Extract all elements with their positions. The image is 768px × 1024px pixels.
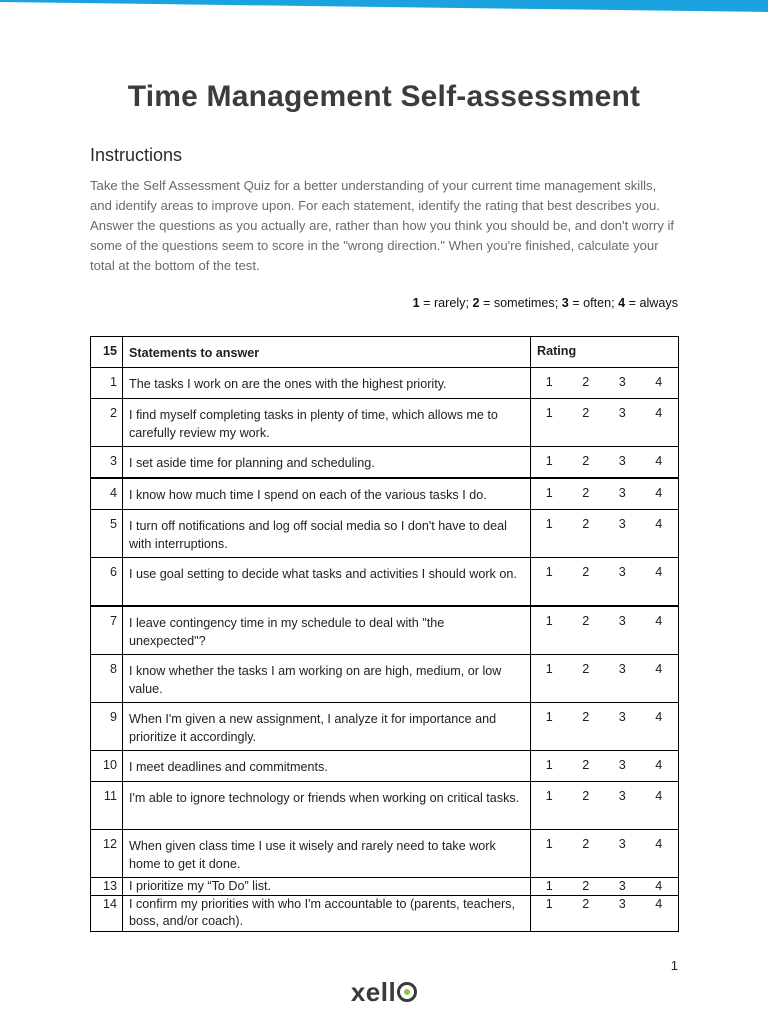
rating-cell (531, 703, 679, 751)
table-header-row (91, 337, 679, 368)
rating-options (531, 878, 678, 895)
rating-option-4[interactable]: 4 (655, 517, 663, 531)
rating-option-1[interactable]: 1 (545, 789, 553, 803)
rating-option-4[interactable]: 4 (655, 758, 663, 772)
rating-option-3[interactable]: 3 (618, 565, 626, 579)
rating-option-2[interactable]: 2 (582, 710, 590, 724)
header-count: 15 (102, 344, 117, 358)
header-rating-cell (531, 337, 679, 368)
rating-option-2[interactable]: 2 (582, 879, 590, 893)
row-number-cell (91, 703, 123, 751)
statement-cell (123, 558, 531, 607)
table-row (91, 830, 679, 878)
rating-cell (531, 655, 679, 703)
header-statement: Statements to answer (129, 346, 260, 360)
legend-value-2: 2 (472, 296, 480, 310)
row-number: 5 (109, 517, 117, 531)
statement-text: I find myself completing tasks in plenty of time, which allows me to carefully review my work. (129, 408, 498, 440)
rating-option-1[interactable]: 1 (545, 486, 553, 500)
rating-options (531, 399, 678, 420)
statement-text: I'm able to ignore technology or friends when working on critical tasks. (129, 791, 520, 805)
row-number-cell (91, 399, 123, 447)
page-number: 1 (670, 958, 678, 973)
row-number: 10 (102, 758, 117, 772)
statement-text: I confirm my priorities with who I'm accountable to (parents, teachers, boss, and/or coach). (129, 897, 515, 928)
rating-option-2[interactable]: 2 (582, 406, 590, 420)
row-number-cell (91, 896, 123, 932)
rating-cell (531, 878, 679, 896)
page-title: Time Management Self-assessment (127, 80, 641, 113)
logo-o-icon (397, 982, 417, 1002)
statement-text: I turn off notifications and log off social media so I don't have to deal with interruptions. (129, 519, 507, 551)
rating-options (531, 896, 678, 913)
rating-option-2[interactable]: 2 (582, 565, 590, 579)
rating-option-3[interactable]: 3 (618, 486, 626, 500)
legend-value-1: 1 (412, 296, 420, 310)
rating-option-2[interactable]: 2 (582, 789, 590, 803)
row-number-cell (91, 878, 123, 896)
rating-cell (531, 558, 679, 607)
statement-cell (123, 478, 531, 510)
table-row (91, 782, 679, 830)
row-number-cell (91, 655, 123, 703)
rating-option-4[interactable]: 4 (655, 454, 663, 468)
legend-value-4: 4 (618, 296, 626, 310)
rating-options (531, 782, 678, 803)
rating-option-2[interactable]: 2 (582, 454, 590, 468)
table-row (91, 751, 679, 782)
legend-label-1: = rarely; (419, 296, 473, 310)
rating-legend (413, 296, 678, 310)
row-number: 12 (102, 837, 117, 851)
rating-option-4[interactable]: 4 (655, 614, 663, 628)
top-accent-bar (0, 0, 768, 14)
header-rating: Rating (537, 344, 577, 358)
header-statement-cell (123, 337, 531, 368)
instructions-heading: Instructions (90, 145, 183, 165)
statement-cell (123, 606, 531, 655)
rating-option-3[interactable]: 3 (618, 837, 626, 851)
rating-options (531, 830, 678, 851)
row-number-cell (91, 447, 123, 479)
statement-cell (123, 510, 531, 558)
rating-option-3[interactable]: 3 (618, 879, 626, 893)
rating-cell (531, 830, 679, 878)
table-row (91, 655, 679, 703)
row-number-cell (91, 751, 123, 782)
statement-text: I set aside time for planning and scheduling. (129, 456, 375, 470)
legend-label-3: = often; (568, 296, 619, 310)
assessment-table (90, 336, 679, 932)
rating-option-1[interactable]: 1 (545, 406, 553, 420)
rating-option-2[interactable]: 2 (582, 897, 590, 911)
statement-text: I prioritize my “To Do” list. (129, 879, 272, 893)
rating-option-3[interactable]: 3 (618, 614, 626, 628)
rating-cell (531, 510, 679, 558)
table-row (91, 703, 679, 751)
rating-option-4[interactable]: 4 (655, 837, 663, 851)
rating-option-1[interactable]: 1 (545, 614, 553, 628)
rating-option-4[interactable]: 4 (655, 375, 663, 389)
rating-option-4[interactable]: 4 (655, 565, 663, 579)
rating-option-2[interactable]: 2 (582, 517, 590, 531)
rating-option-2[interactable]: 2 (582, 614, 590, 628)
legend-label-2: = sometimes; (479, 296, 562, 310)
rating-option-4[interactable]: 4 (655, 662, 663, 676)
statement-cell (123, 368, 531, 399)
rating-cell (531, 368, 679, 399)
statement-text: When I'm given a new assignment, I analyze it for importance and prioritize it accordingly. (129, 712, 497, 744)
row-number: 13 (102, 879, 117, 893)
statement-cell (123, 655, 531, 703)
table-row (91, 478, 679, 510)
rating-option-3[interactable]: 3 (618, 897, 626, 911)
table-row (91, 606, 679, 655)
row-number: 6 (109, 565, 117, 579)
table-row (91, 896, 679, 932)
row-number-cell (91, 510, 123, 558)
row-number: 9 (109, 710, 117, 724)
rating-option-1[interactable]: 1 (545, 758, 553, 772)
statement-cell (123, 830, 531, 878)
rating-cell (531, 782, 679, 830)
instructions-body: Take the Self Assessment Quiz for a better understanding of your current time management skills, and identify areas to improve upon. For each statement, identify the rating that best describes you. Answer the questions as you actually are, rather than how you think you should be, and don't worry if some of the questions seem to score in the "wrong direction." When you're finished, calculate your total at the bottom of the test. (90, 178, 675, 273)
xello-logo (0, 977, 768, 1008)
rating-cell (531, 399, 679, 447)
rating-options (531, 703, 678, 724)
rating-options (531, 558, 678, 579)
row-number-cell (91, 558, 123, 607)
rating-options (531, 368, 678, 389)
rating-option-4[interactable]: 4 (655, 406, 663, 420)
rating-cell (531, 751, 679, 782)
rating-options (531, 751, 678, 772)
rating-option-3[interactable]: 3 (618, 789, 626, 803)
rating-cell (531, 478, 679, 510)
rating-option-4[interactable]: 4 (655, 486, 663, 500)
row-number: 2 (109, 406, 117, 420)
statement-cell (123, 703, 531, 751)
row-number-cell (91, 368, 123, 399)
rating-options (531, 447, 678, 468)
statement-text: I know how much time I spend on each of the various tasks I do. (129, 488, 487, 502)
row-number: 1 (109, 375, 117, 389)
rating-option-3[interactable]: 3 (618, 710, 626, 724)
table-row (91, 878, 679, 896)
header-count-cell (91, 337, 123, 368)
statement-cell (123, 878, 531, 896)
rating-cell (531, 447, 679, 479)
statement-text: I know whether the tasks I am working on are high, medium, or low value. (129, 664, 502, 696)
rating-cell (531, 606, 679, 655)
rating-option-2[interactable]: 2 (582, 837, 590, 851)
rating-option-1[interactable]: 1 (545, 837, 553, 851)
rating-option-1[interactable]: 1 (545, 517, 553, 531)
statement-text: When given class time I use it wisely and rarely need to take work home to get it done. (129, 839, 496, 871)
rating-option-1[interactable]: 1 (545, 710, 553, 724)
rating-option-3[interactable]: 3 (618, 758, 626, 772)
row-number: 7 (109, 614, 117, 628)
rating-option-2[interactable]: 2 (582, 486, 590, 500)
rating-option-1[interactable]: 1 (545, 662, 553, 676)
rating-option-1[interactable]: 1 (545, 375, 553, 389)
row-number: 8 (109, 662, 117, 676)
row-number-cell (91, 782, 123, 830)
statement-text: The tasks I work on are the ones with the highest priority. (129, 377, 447, 391)
row-number: 11 (103, 789, 117, 803)
rating-option-2[interactable]: 2 (582, 662, 590, 676)
rating-option-4[interactable]: 4 (655, 897, 663, 911)
rating-option-1[interactable]: 1 (545, 879, 553, 893)
statement-text: I meet deadlines and commitments. (129, 760, 328, 774)
rating-option-3[interactable]: 3 (618, 406, 626, 420)
statement-cell (123, 896, 531, 932)
rating-options (531, 655, 678, 676)
statement-cell (123, 447, 531, 479)
statement-cell (123, 399, 531, 447)
row-number-cell (91, 830, 123, 878)
row-number-cell (91, 478, 123, 510)
rating-options (531, 510, 678, 531)
rating-option-3[interactable]: 3 (618, 517, 626, 531)
rating-option-3[interactable]: 3 (618, 454, 626, 468)
rating-cell (531, 896, 679, 932)
logo-text: xell (350, 977, 397, 1007)
row-number-cell (91, 606, 123, 655)
rating-option-4[interactable]: 4 (655, 879, 663, 893)
rating-option-1[interactable]: 1 (545, 454, 553, 468)
rating-option-3[interactable]: 3 (618, 662, 626, 676)
rating-option-1[interactable]: 1 (545, 897, 553, 911)
rating-options (531, 479, 678, 500)
rating-option-4[interactable]: 4 (655, 710, 663, 724)
rating-options (531, 607, 678, 628)
row-number: 3 (109, 454, 117, 468)
table-body (91, 368, 679, 932)
table-row (91, 558, 679, 607)
rating-option-4[interactable]: 4 (655, 789, 663, 803)
rating-option-3[interactable]: 3 (618, 375, 626, 389)
statement-text: I use goal setting to decide what tasks and activities I should work on. (129, 567, 517, 581)
statement-text: I leave contingency time in my schedule to deal with "the unexpected"? (129, 616, 445, 648)
rating-option-2[interactable]: 2 (582, 758, 590, 772)
table-row (91, 447, 679, 479)
row-number: 14 (102, 897, 117, 911)
statement-cell (123, 782, 531, 830)
row-number: 4 (109, 486, 117, 500)
table-row (91, 510, 679, 558)
legend-value-3: 3 (561, 296, 569, 310)
legend-label-4: = always (625, 296, 678, 310)
table-row (91, 368, 679, 399)
rating-option-1[interactable]: 1 (545, 565, 553, 579)
table-row (91, 399, 679, 447)
rating-option-2[interactable]: 2 (582, 375, 590, 389)
statement-cell (123, 751, 531, 782)
